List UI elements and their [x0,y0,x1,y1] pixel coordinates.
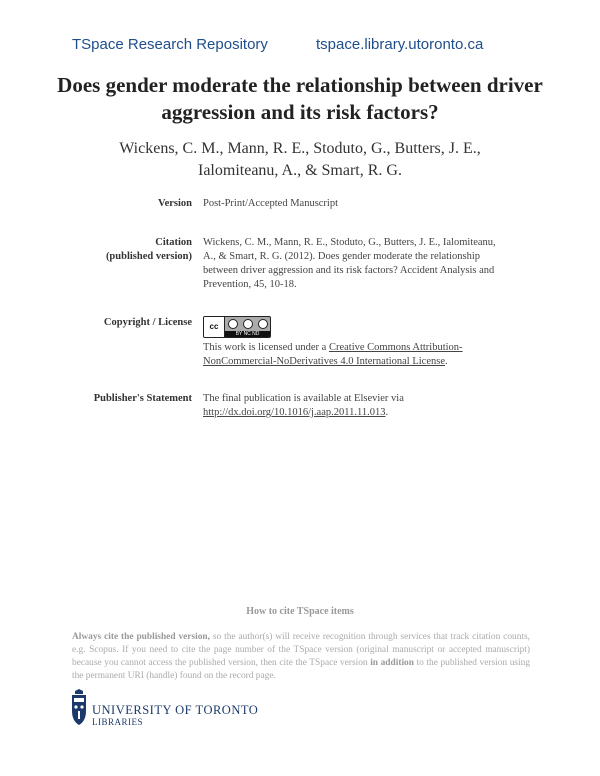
version-label: Version [157,198,192,209]
citation-label-line-2: (published version) [105,251,192,262]
copyright-value [203,316,503,369]
doi-link[interactable]: http://dx.doi.org/10.1016/j.aap.2011.11.013 [203,407,386,418]
noderivatives-icon [258,319,268,329]
howto-body: Always cite the published version, so the author(s) will receive recognition through services that track citation counts, e.g. Scopus. If you need to cite the page number of the TSpace version (original manuscript or accepted manuscript) because you cannot access the published version, then cite the TSpace version in addition to the published version using the permanent URI (handle) found on the record page. [72,632,531,681]
version-value: Post-Print/Accepted Manuscript [203,198,339,209]
repository-url[interactable]: tspace.library.utoronto.ca [316,36,484,53]
university-logo [70,689,290,735]
authors-line-1: Wickens, C. M., Mann, R. E., Stoduto, G., Butters, J. E., [119,140,481,157]
howto-title: How to cite TSpace items [246,606,354,617]
license-link[interactable]: Creative Commons Attribution-NonCommercial-NoDerivatives 4.0 International License [203,342,463,367]
publisher-value: The final publication is available at Elsevier via http://dx.doi.org/10.1016/j.aap.2011.11.013. [203,393,404,418]
citation-label [60,236,192,264]
crest-icon [70,689,88,731]
publisher-label: Publisher's Statement [93,393,192,404]
cc-license-icon[interactable] [203,316,271,338]
copyright-label: Copyright / License [103,317,192,328]
cc-logo: cc [204,317,225,337]
citation-label-line-1: Citation [155,237,192,248]
attribution-icon [228,319,238,329]
authors [60,138,540,182]
cc-badge-text: BY NC ND [225,331,270,337]
noncommercial-icon [243,319,253,329]
citation-value: Wickens, C. M., Mann, R. E., Stoduto, G., Butters, J. E., Ialomiteanu, A., & Smart, R. G. (2012). Does gender moderate the relationship between driver aggression and its risk factors? Accident Analysis and Prevention, 45, 10-18. [203,237,496,290]
university-name: UNIVERSITY OF TORONTO [92,703,259,717]
license-text: This work is licensed under a Creative Commons Attribution-NonCommercial-NoDerivatives 4.0 International License. [203,342,463,367]
repository-name: TSpace Research Repository [72,36,268,53]
libraries-label: LIBRARIES [92,717,144,727]
document-title: Does gender moderate the relationship between driver aggression and its risk factors? [57,73,543,124]
authors-line-2: Ialomiteanu, A., & Smart, R. G. [198,162,402,179]
